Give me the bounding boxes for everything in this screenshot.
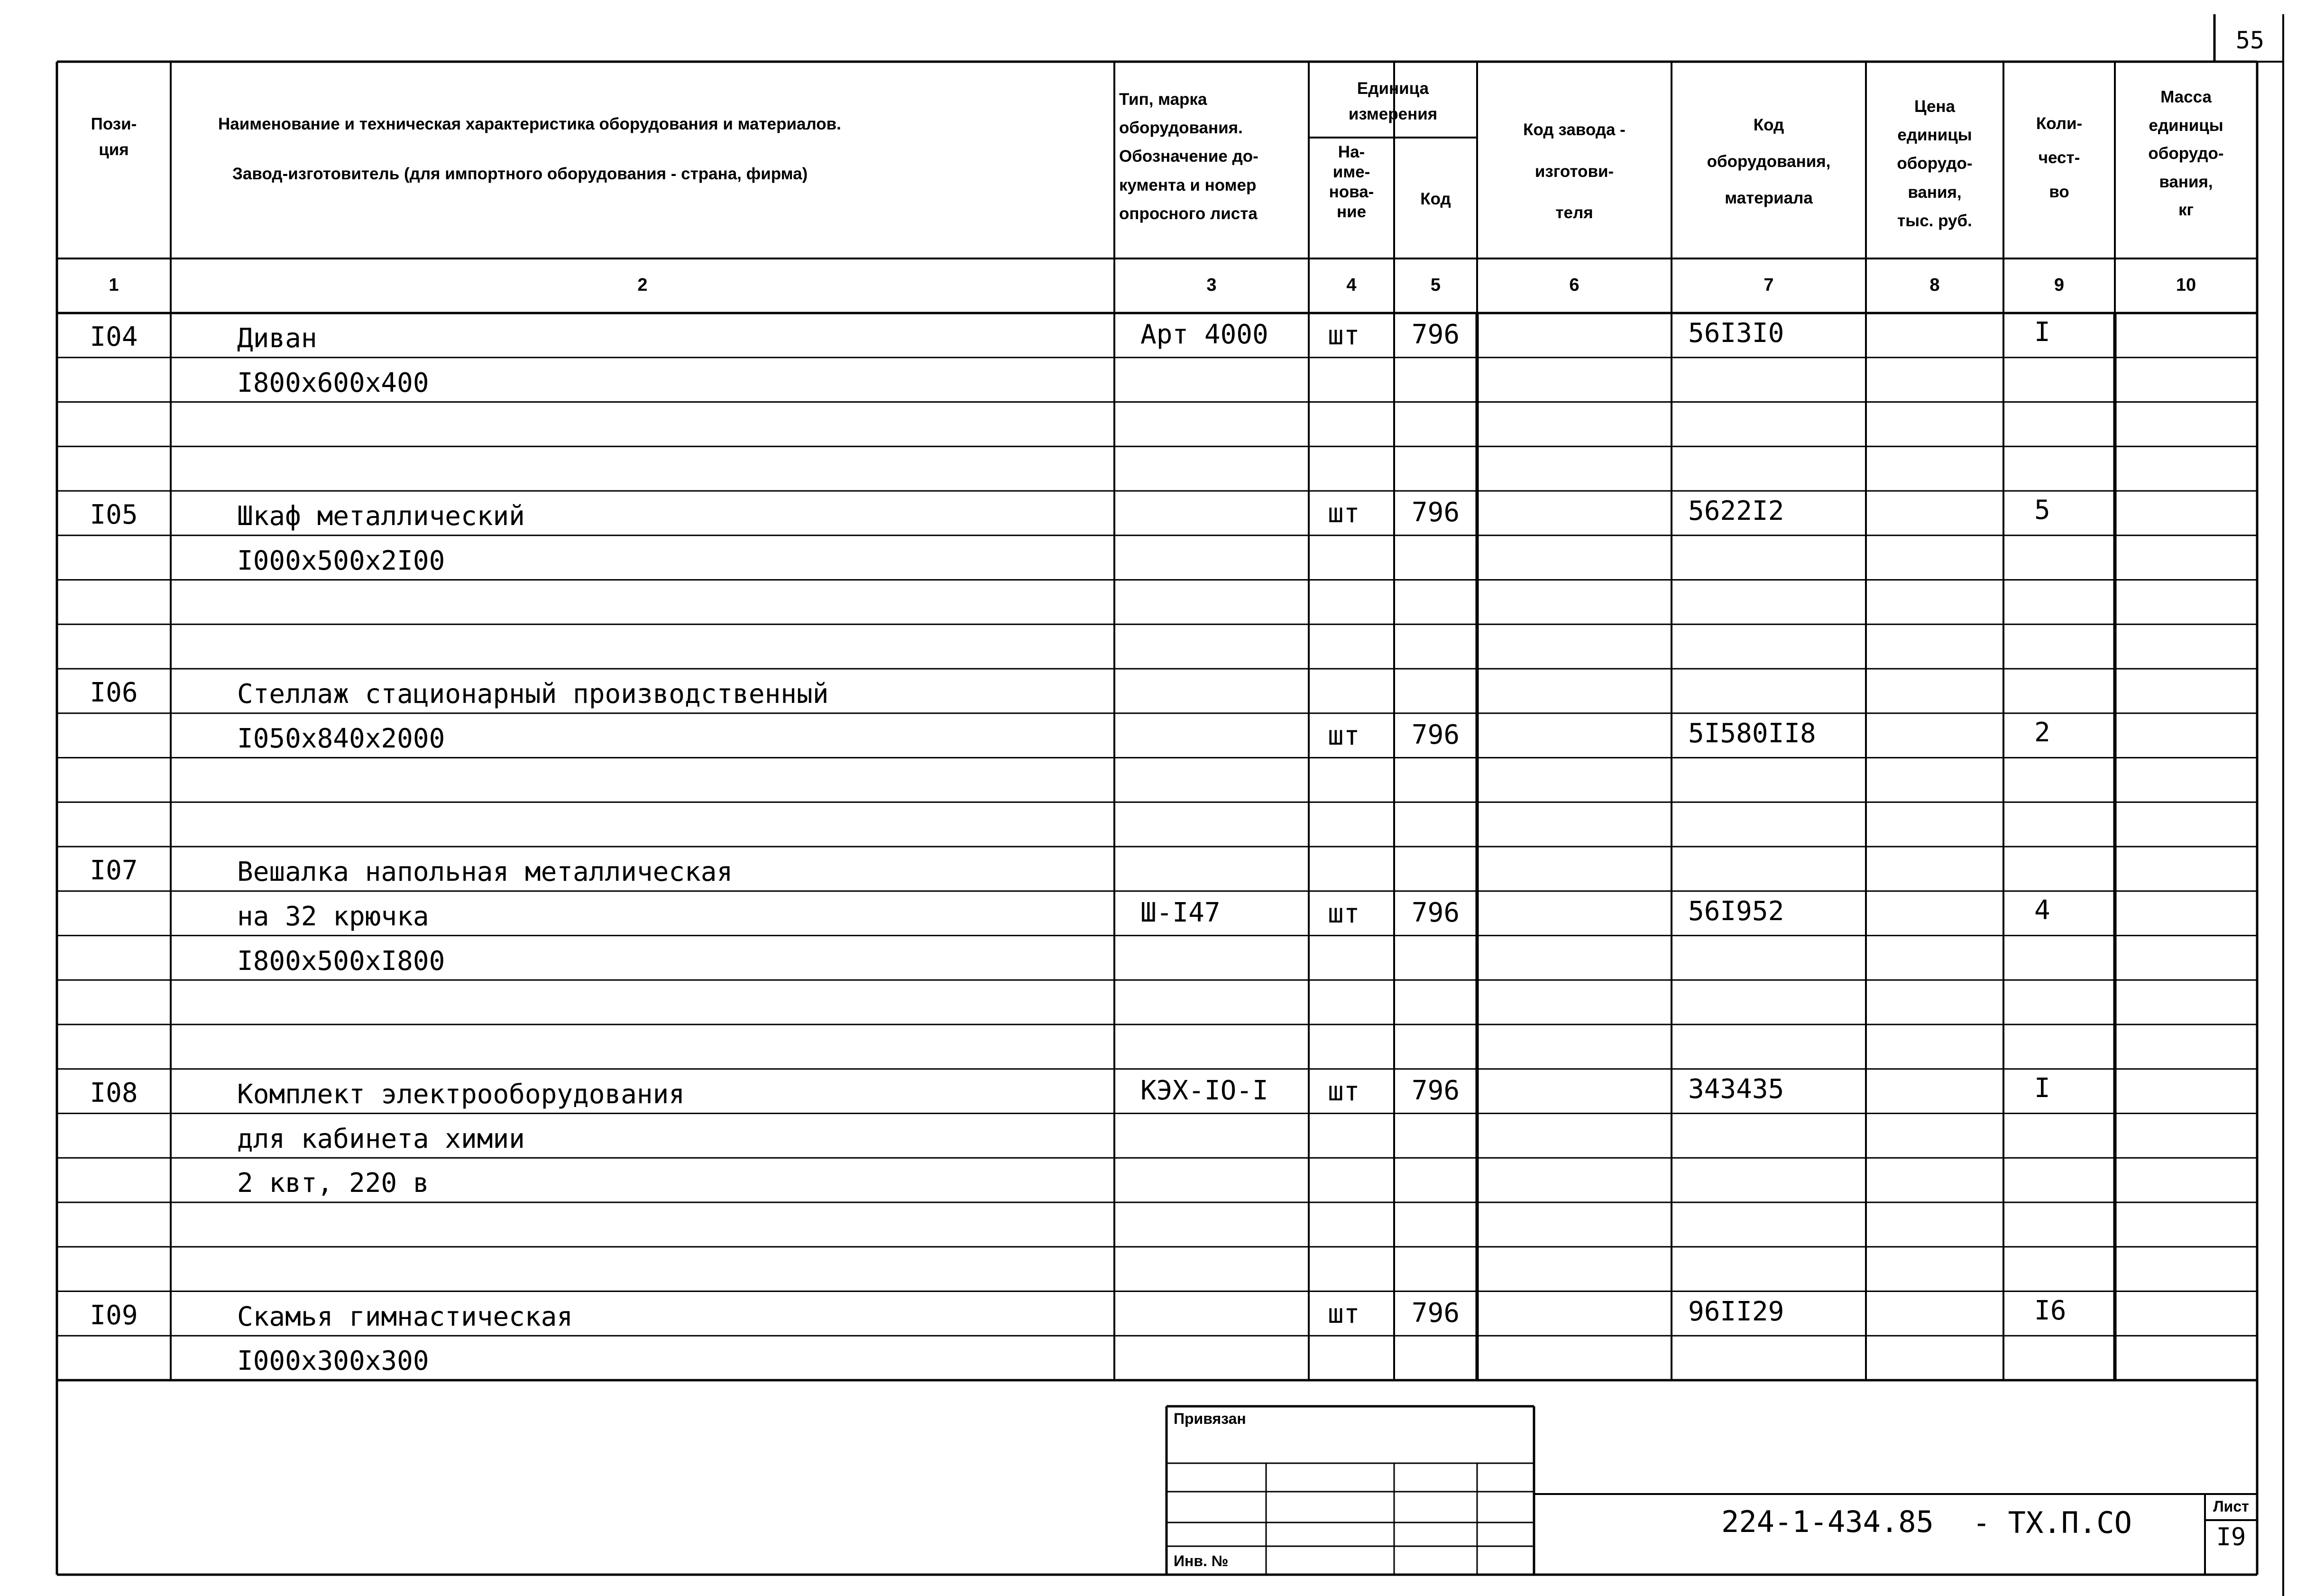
column-number: 7 <box>1764 275 1774 295</box>
quantity-cell: I <box>2034 1072 2050 1104</box>
stamp-attached-label: Привязан <box>1174 1410 1246 1427</box>
unit-code-cell: 796 <box>1411 1075 1460 1106</box>
name-cell: Диван <box>237 323 317 354</box>
type-cell: КЭХ-IO-I <box>1140 1075 1268 1106</box>
name-cell: I000x300x300 <box>237 1346 429 1377</box>
header-mass: Масса единицы оборудо- вания, кг <box>2148 88 2224 219</box>
equipment-code-cell: 343435 <box>1688 1073 1784 1105</box>
header-name-manufacturer: Завод-изготовитель (для импортного оборудования - страна, фирма) <box>232 165 808 183</box>
header-factory-code: Код завода - изготови- теля <box>1523 120 1626 222</box>
header-unit-name: На- име- нова- ние <box>1329 143 1374 221</box>
name-cell: Стеллаж стационарный производственный <box>237 679 829 710</box>
name-cell: I800x500xI800 <box>237 945 445 977</box>
column-number: 10 <box>2176 275 2196 295</box>
name-cell: на 32 крючка <box>237 901 429 932</box>
column-number: 6 <box>1569 275 1580 295</box>
header-type: Тип, марка оборудования. Обозначение до- кумента и номер опросного листа <box>1119 90 1258 223</box>
unit-code-cell: 796 <box>1411 497 1460 528</box>
unit-code-cell: 796 <box>1411 1297 1460 1328</box>
type-cell: Ш-I47 <box>1140 897 1221 928</box>
column-number: 3 <box>1206 275 1217 295</box>
unit-name-cell: шт <box>1328 498 1360 529</box>
quantity-cell: 4 <box>2034 895 2050 926</box>
page-number: 55 <box>2235 27 2265 54</box>
equipment-code-cell: 56I3I0 <box>1688 318 1784 349</box>
unit-code-cell: 796 <box>1411 719 1460 750</box>
position-cell: I05 <box>90 499 138 530</box>
unit-code-cell: 796 <box>1411 319 1460 350</box>
sheet-label: Лист <box>2213 1498 2249 1515</box>
unit-name-cell: шт <box>1328 720 1360 751</box>
document-code: 224-1-434.85 <box>1721 1504 1934 1539</box>
name-cell: 2 квт, 220 в <box>237 1168 429 1199</box>
quantity-cell: I <box>2034 317 2050 348</box>
sheet-number: I9 <box>2216 1523 2246 1551</box>
name-cell: I000x500x2I00 <box>237 545 445 576</box>
equipment-code-cell: 5622I2 <box>1688 496 1784 526</box>
name-cell: Шкаф металлический <box>237 501 525 532</box>
name-cell: Комплект электрооборудования <box>237 1079 685 1110</box>
unit-code-cell: 796 <box>1411 897 1460 928</box>
name-cell: Скамья гимнастическая <box>237 1301 573 1332</box>
name-cell: для кабинета химии <box>237 1123 525 1154</box>
column-number: 2 <box>637 275 648 295</box>
equipment-code-cell: 5I580II8 <box>1688 718 1816 749</box>
equipment-code-cell: 96II29 <box>1688 1296 1784 1327</box>
quantity-cell: 5 <box>2034 495 2050 526</box>
column-number: 5 <box>1430 275 1441 295</box>
position-cell: I06 <box>90 677 138 708</box>
position-cell: I08 <box>90 1077 138 1108</box>
header-position: Пози- ция <box>91 115 137 159</box>
header-equipment-code: Код оборудования, материала <box>1707 116 1831 207</box>
unit-name-cell: шт <box>1328 1298 1360 1329</box>
stamp-inventory-label: Инв. № <box>1174 1552 1229 1569</box>
header-quantity: Коли- чест- во <box>2036 114 2083 201</box>
quantity-cell: 2 <box>2034 717 2050 748</box>
position-cell: I09 <box>90 1300 138 1331</box>
name-cell: Вешалка напольная металлическая <box>237 857 733 887</box>
header-unit: Единица измерения <box>1348 79 1438 124</box>
name-cell: I050x840x2000 <box>237 723 445 754</box>
position-cell: I04 <box>90 322 138 352</box>
equipment-code-cell: 56I952 <box>1688 895 1784 927</box>
column-number: 9 <box>2054 275 2065 295</box>
type-cell: Арт 4000 <box>1140 319 1268 350</box>
header-name: Наименование и техническая характеристика оборудования и материалов. <box>218 115 841 133</box>
position-cell: I07 <box>90 855 138 886</box>
unit-name-cell: шт <box>1328 320 1360 351</box>
column-number: 4 <box>1346 275 1357 295</box>
column-number: 8 <box>1929 275 1940 295</box>
unit-name-cell: шт <box>1328 1076 1360 1107</box>
column-number: 1 <box>109 275 119 295</box>
document-suffix: - ТХ.П.СО <box>1973 1505 2132 1540</box>
unit-name-cell: шт <box>1328 898 1360 929</box>
quantity-cell: I6 <box>2034 1295 2067 1326</box>
header-price: Цена единицы оборудо- вания, тыс. руб. <box>1897 97 1973 230</box>
name-cell: I800x600x400 <box>237 367 429 398</box>
header-unit-code: Код <box>1420 190 1451 208</box>
